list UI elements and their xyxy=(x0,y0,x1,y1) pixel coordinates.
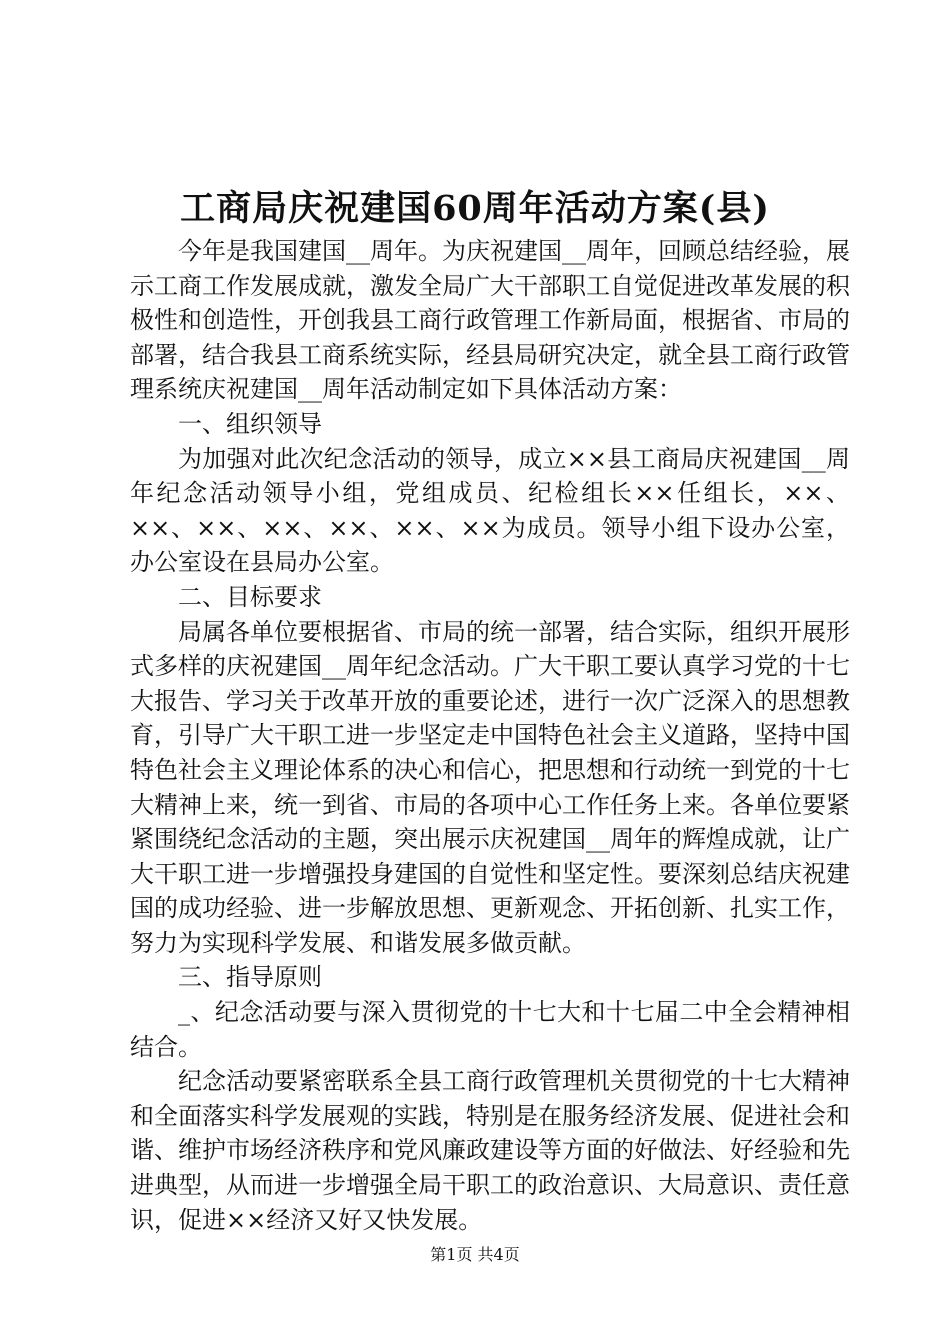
document-title: 工商局庆祝建国60周年活动方案(县) xyxy=(180,188,770,229)
section-heading-organization: 一、组织领导 xyxy=(178,409,322,438)
section-heading-goals: 二、目标要求 xyxy=(178,582,322,611)
organization-paragraph: 为加强对此次纪念活动的领导，成立××县工商局庆祝建国__周年纪念活动领导小组，党组成员、纪检组长××任组长，××、××、××、××、××、××、××为成员。领导小组下设办公室，办公室设在县局办公室。 xyxy=(130,444,850,577)
page-number-footer: 第1页 共4页 xyxy=(430,1245,520,1264)
intro-paragraph: 今年是我国建国__周年。为庆祝建国__周年，回顾总结经验，展示工商工作发展成就，激发全局广大干部职工自觉促进改革发展的积极性和创造性，开创我县工商行政管理工作新局面，根据省、市局的部署，结合我县工商系统实际，经县局研究决定，就全县工商行政管理系统庆祝建国__周年活动制定如下具体活动方案： xyxy=(130,237,850,404)
goals-paragraph: 局属各单位要根据省、市局的统一部署，结合实际，组织开展形式多样的庆祝建国__周年纪念活动。广大干职工要认真学习党的十七大报告、学习关于改革开放的重要论述，进行一次广泛深入的思想教育，引导广大干职工进一步坚定走中国特色社会主义道路，坚持中国特色社会主义理论体系的决心和信心，把思想和行动统一到党的十七大精神上来，统一到省、市局的各项中心工作任务上来。各单位要紧紧围绕纪念活动的主题，突出展示庆祝建国__周年的辉煌成就，让广大干职工进一步增强投身建国的自觉性和坚定性。要深刻总结庆祝建国的成功经验、进一步解放思想、更新观念、开拓创新、扎实工作，努力为实现科学发展、和谐发展多做贡献。 xyxy=(130,617,850,957)
document-body xyxy=(130,234,850,1237)
principle-paragraph-1: _、纪念活动要与深入贯彻党的十七大和十七届二中全会精神相结合。 xyxy=(130,998,850,1061)
principle-paragraph-2: 纪念活动要紧密联系全县工商行政管理机关贯彻党的十七大精神和全面落实科学发展观的实践，特别是在服务经济发展、促进社会和谐、维护市场经济秩序和党风廉政建设等方面的好做法、好经验和先进典型，从而进一步增强全局干职工的政治意识、大局意识、责任意识，促进××经济又好又快发展。 xyxy=(130,1067,850,1234)
section-heading-principles: 三、指导原则 xyxy=(178,963,322,992)
